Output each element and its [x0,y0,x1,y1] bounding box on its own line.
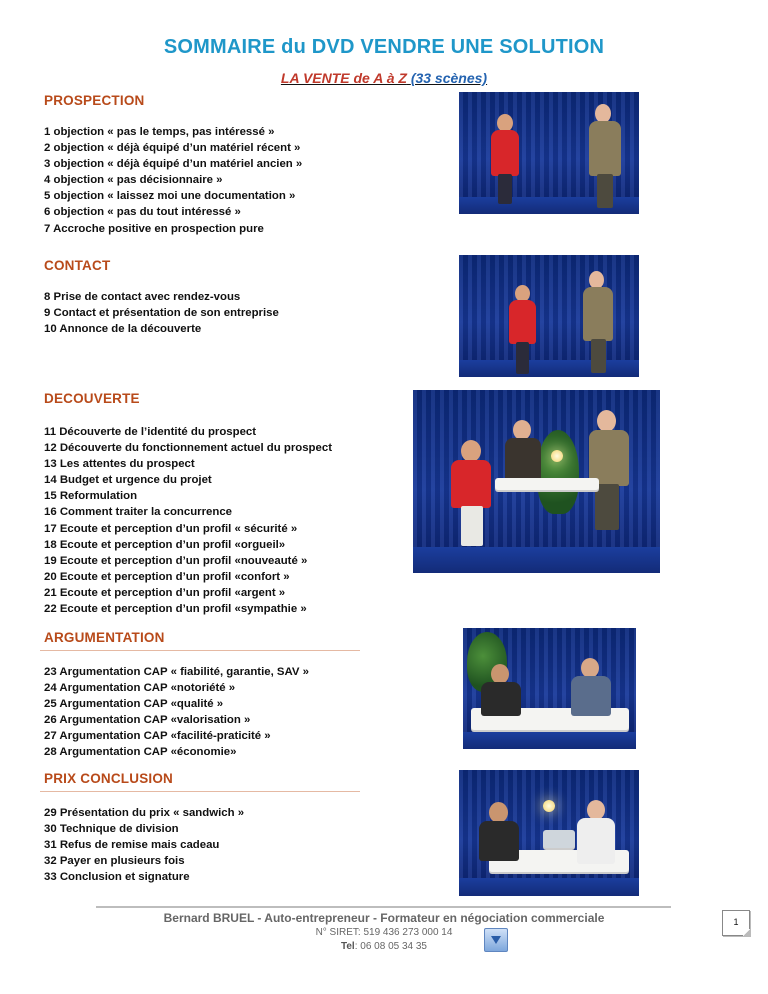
list-item: 19 Ecoute et perception d’un profil «nouveauté » [44,554,308,567]
footer-siret: N° SIRET: 519 436 273 000 14 [315,927,453,938]
list-item: 12 Découverte du fonctionnement actuel du prospect [44,442,332,455]
list-item: 4 objection « pas décisionnaire » [44,174,223,187]
decouverte-list [44,424,332,617]
list-item: 27 Argumentation CAP «facilité-praticité » [44,730,271,743]
list-item: 15 Reformulation [44,490,138,503]
photo-prix-conclusion [459,770,639,896]
footer-phone [0,941,768,952]
photo-prospection [459,92,639,214]
page-number: 1 [722,910,750,936]
list-item: 14 Budget et urgence du projet [44,474,212,487]
section-title-prix-conclusion: PRIX CONCLUSION [44,771,174,786]
section-divider [40,791,360,792]
document-title: SOMMAIRE du DVD VENDRE UNE SOLUTION [163,36,605,58]
list-item: 23 Argumentation CAP « fiabilité, garantie, SAV » [44,666,309,678]
list-item: 24 Argumentation CAP «notoriété » [44,682,236,695]
list-item: 21 Ecoute et perception d’un profil «argent » [44,586,286,599]
subtitle-main: LA VENTE de A à Z [280,70,407,86]
list-item: 11 Découverte de l’identité du prospect [44,426,257,438]
subtitle-scene-count: (33 scènes) [410,70,488,86]
list-item: 1 objection « pas le temps, pas intéressé » [44,126,275,138]
list-item: 30 Technique de division [44,823,179,836]
phone-value: : 06 08 05 34 35 [354,941,427,952]
list-item: 29 Présentation du prix « sandwich » [44,807,245,819]
list-item: 18 Ecoute et perception d’un profil «orgueil» [44,538,286,551]
section-title-contact: CONTACT [44,258,111,273]
list-item: 16 Comment traiter la concurrence [44,506,233,519]
list-item: 7 Accroche positive en prospection pure [44,222,264,235]
list-item: 5 objection « laissez moi une documentation » [44,190,296,203]
list-item: 22 Ecoute et perception d’un profil «sympathie » [44,603,307,616]
list-item: 9 Contact et présentation de son entreprise [44,307,279,320]
list-item: 33 Conclusion et signature [44,871,190,884]
list-item: 25 Argumentation CAP «qualité » [44,698,224,711]
contact-list [44,289,279,337]
footer-divider [96,906,671,908]
section-title-decouverte: DECOUVERTE [44,391,140,406]
list-item: 32 Payer en plusieurs fois [44,855,185,868]
list-item: 20 Ecoute et perception d’un profil «confort » [44,570,290,583]
photo-argumentation [463,628,636,749]
list-item: 2 objection « déjà équipé d’un matériel récent » [44,142,301,155]
section-title-argumentation: ARGUMENTATION [44,630,165,645]
footer-author: Bernard BRUEL - Auto-entrepreneur - Formateur en négociation commerciale [163,911,605,925]
list-item: 6 objection « pas du tout intéressé » [44,206,241,219]
argumentation-list [44,664,309,761]
list-item: 26 Argumentation CAP «valorisation » [44,714,251,727]
list-item: 17 Ecoute et perception d’un profil « sécurité » [44,522,298,535]
section-divider [40,650,360,651]
section-title-prospection: PROSPECTION [44,93,145,108]
list-item: 31 Refus de remise mais cadeau [44,839,220,852]
photo-decouverte [413,390,660,573]
list-item: 10 Annonce de la découverte [44,323,202,336]
prospection-list [44,124,302,237]
list-item: 8 Prise de contact avec rendez-vous [44,291,241,303]
list-item: 13 Les attentes du prospect [44,458,195,471]
photo-contact [459,255,639,377]
list-item: 28 Argumentation CAP «économie» [44,746,237,759]
phone-label: Tel [340,941,355,952]
list-item: 3 objection « déjà équipé d’un matériel ancien » [44,158,303,171]
arrow-down-icon [484,928,508,952]
document-subtitle [0,70,768,86]
prix-conclusion-list [44,805,244,885]
